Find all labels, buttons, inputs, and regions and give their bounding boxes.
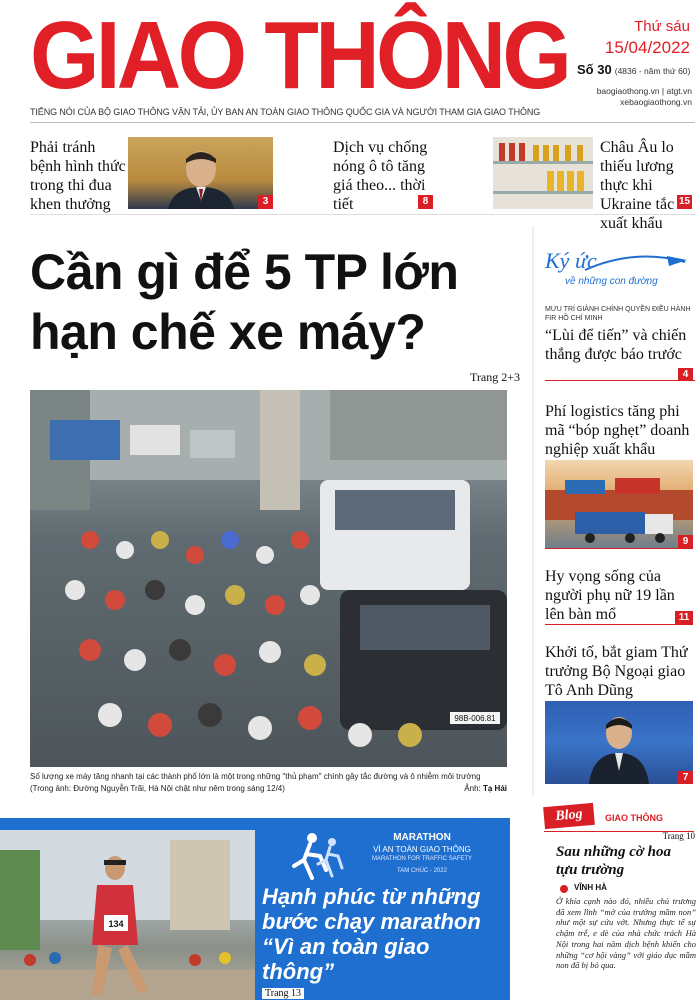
kyuc-underline <box>545 380 695 381</box>
marathon-logo-place: TAM CHÚC - 2022 <box>397 868 447 874</box>
story-4-title[interactable]: Khởi tố, bắt giam Thứ trưởng Bộ Ngoại giao Tô Anh Dũng <box>545 644 688 699</box>
story-2-title[interactable]: Phí logistics tăng phi mã “bóp nghẹt” doanh nghiệp xuất khẩu <box>545 403 690 458</box>
author-bullet-icon <box>560 885 568 893</box>
teaser-1-photo[interactable] <box>128 137 273 209</box>
marathon-logo-title: MARATHON <box>393 832 451 843</box>
teaser-3-page: 15 <box>678 196 691 207</box>
marathon-page: Trang 13 <box>262 988 304 999</box>
story-3-page: 11 <box>675 611 693 624</box>
blog-section: GIAO THÔNG <box>605 813 663 823</box>
story-4-photo[interactable] <box>545 701 693 784</box>
portrait-illustration-2 <box>545 701 693 784</box>
portrait-illustration <box>128 137 273 209</box>
blog-tag-text: Blog <box>554 806 584 825</box>
story-3-underline <box>545 624 693 625</box>
blog-page: Trang 10 <box>662 831 695 841</box>
teaser-2-title[interactable]: Dịch vụ chống nóng ô tô tăng giá theo... thời tiết <box>333 139 428 213</box>
kyuc-title[interactable]: “Lùi để tiến” và chiến thắng được báo trước <box>545 327 687 363</box>
issue-number <box>577 62 697 77</box>
photo-credit-label: Ảnh: <box>464 784 481 793</box>
story-4-page: 7 <box>678 771 693 784</box>
main-photo-caption: Số lượng xe máy tăng nhanh tại các thành phố lớn là một trong những "thủ phạm" chính gây tắc đường và ô nhiễm môi trường <box>30 772 481 781</box>
headline-line-2: hạn chế xe máy? <box>30 304 426 360</box>
headline-line-1: Cần gì để 5 TP lớn <box>30 244 459 300</box>
masthead-divider <box>30 122 695 123</box>
issue-detail: (4836 - năm thứ 60) <box>614 66 691 76</box>
blog-author: VĨNH HÀ <box>574 883 607 892</box>
kyuc-logo <box>545 248 695 300</box>
teaser-2-page: 8 <box>418 195 433 209</box>
marathon-photo[interactable] <box>0 830 255 1000</box>
teaser-1-page: 3 <box>258 195 273 209</box>
container-port-illustration <box>545 460 693 548</box>
runner-bib: 134 <box>108 919 124 929</box>
runner-illustration <box>0 830 255 1000</box>
teaser-divider <box>30 214 695 215</box>
tagline: TIẾNG NÓI CỦA BỘ GIAO THÔNG VẬN TẢI, ỦY BAN AN TOÀN GIAO THÔNG QUỐC GIA VÀ NGƯỜI THAM GIA GIAO THÔNG <box>30 107 541 117</box>
teaser-3-photo[interactable] <box>493 137 593 209</box>
photo-credit-name: Tạ Hải <box>482 784 507 793</box>
traffic-illustration <box>30 390 507 767</box>
website-links[interactable]: baogiaothong.vn | atgt.vn <box>596 86 692 96</box>
column-divider <box>532 226 534 796</box>
issue-day: Thứ sáu <box>634 18 690 35</box>
story-2-photo[interactable] <box>545 460 693 548</box>
main-story-pages: Trang 2+3 <box>470 370 520 384</box>
blog-title[interactable]: Sau những cờ hoa tựu trường <box>556 844 671 878</box>
blog-tag <box>543 803 595 829</box>
marathon-logo-en: MARATHON FOR TRAFFIC SAFETY <box>371 856 473 862</box>
teaser-1-title[interactable]: Phải tránh bệnh hình thức trong thi đua khen thưởng <box>30 139 126 213</box>
marathon-title[interactable]: Hạnh phúc từ những bước chạy marathon “Vì an toàn giao thông” <box>262 884 481 984</box>
issue-label: Số 30 <box>577 62 612 77</box>
newspaper-logo: GIAO THÔNG <box>30 2 569 109</box>
teaser-3-title[interactable]: Châu Âu lo thiếu lương thực khi Ukraine tắc xuất khẩu <box>600 139 675 232</box>
blog-body: Ở khía cạnh nào đó, nhiều chủ trương đã xem lĩnh “mở của trường mầm non” như một sự cứu vớt. Nhưng thực tế sự chậm trễ, e dè của nhà chức trách Hà Nội trong hai năm dịch bệnh khiến cho những “cơ hội vàng” với giáo dục mầm non đã bị bỏ qua. <box>556 896 696 971</box>
license-plate: 98B-006.81 <box>454 714 496 723</box>
shelf-illustration <box>493 137 593 209</box>
kyuc-kicker: MƯU TRÍ GIÀNH CHÍNH QUYỀN ĐIỀU HÀNH FIR HỒ CHÍ MINH <box>545 306 691 322</box>
main-photo-caption-sub: (Trong ảnh: Đường Nguyễn Trãi, Hà Nội chật như nêm trong sáng 12/4) <box>30 784 285 793</box>
runner-icon <box>290 830 350 882</box>
marathon-logo-sub: VÌ AN TOÀN GIAO THÔNG <box>373 845 471 854</box>
kyuc-logo-sub: về những con đường <box>565 276 658 287</box>
main-photo-traffic[interactable] <box>30 390 507 767</box>
main-headline[interactable] <box>30 242 520 362</box>
photo-credit <box>440 783 507 795</box>
story-3-title[interactable]: Hy vọng sống của người phụ nữ 19 lần lên bàn mổ <box>545 568 675 623</box>
story-2-underline <box>545 548 693 549</box>
marathon-logo <box>290 830 500 882</box>
story-2-page: 9 <box>678 535 693 548</box>
kyuc-logo-text: Ký ức <box>545 248 597 273</box>
issue-date: 15/04/2022 <box>604 38 690 57</box>
website-link-xe[interactable]: xebaogiaothong.vn <box>620 97 692 107</box>
kyuc-page: 4 <box>678 368 693 381</box>
